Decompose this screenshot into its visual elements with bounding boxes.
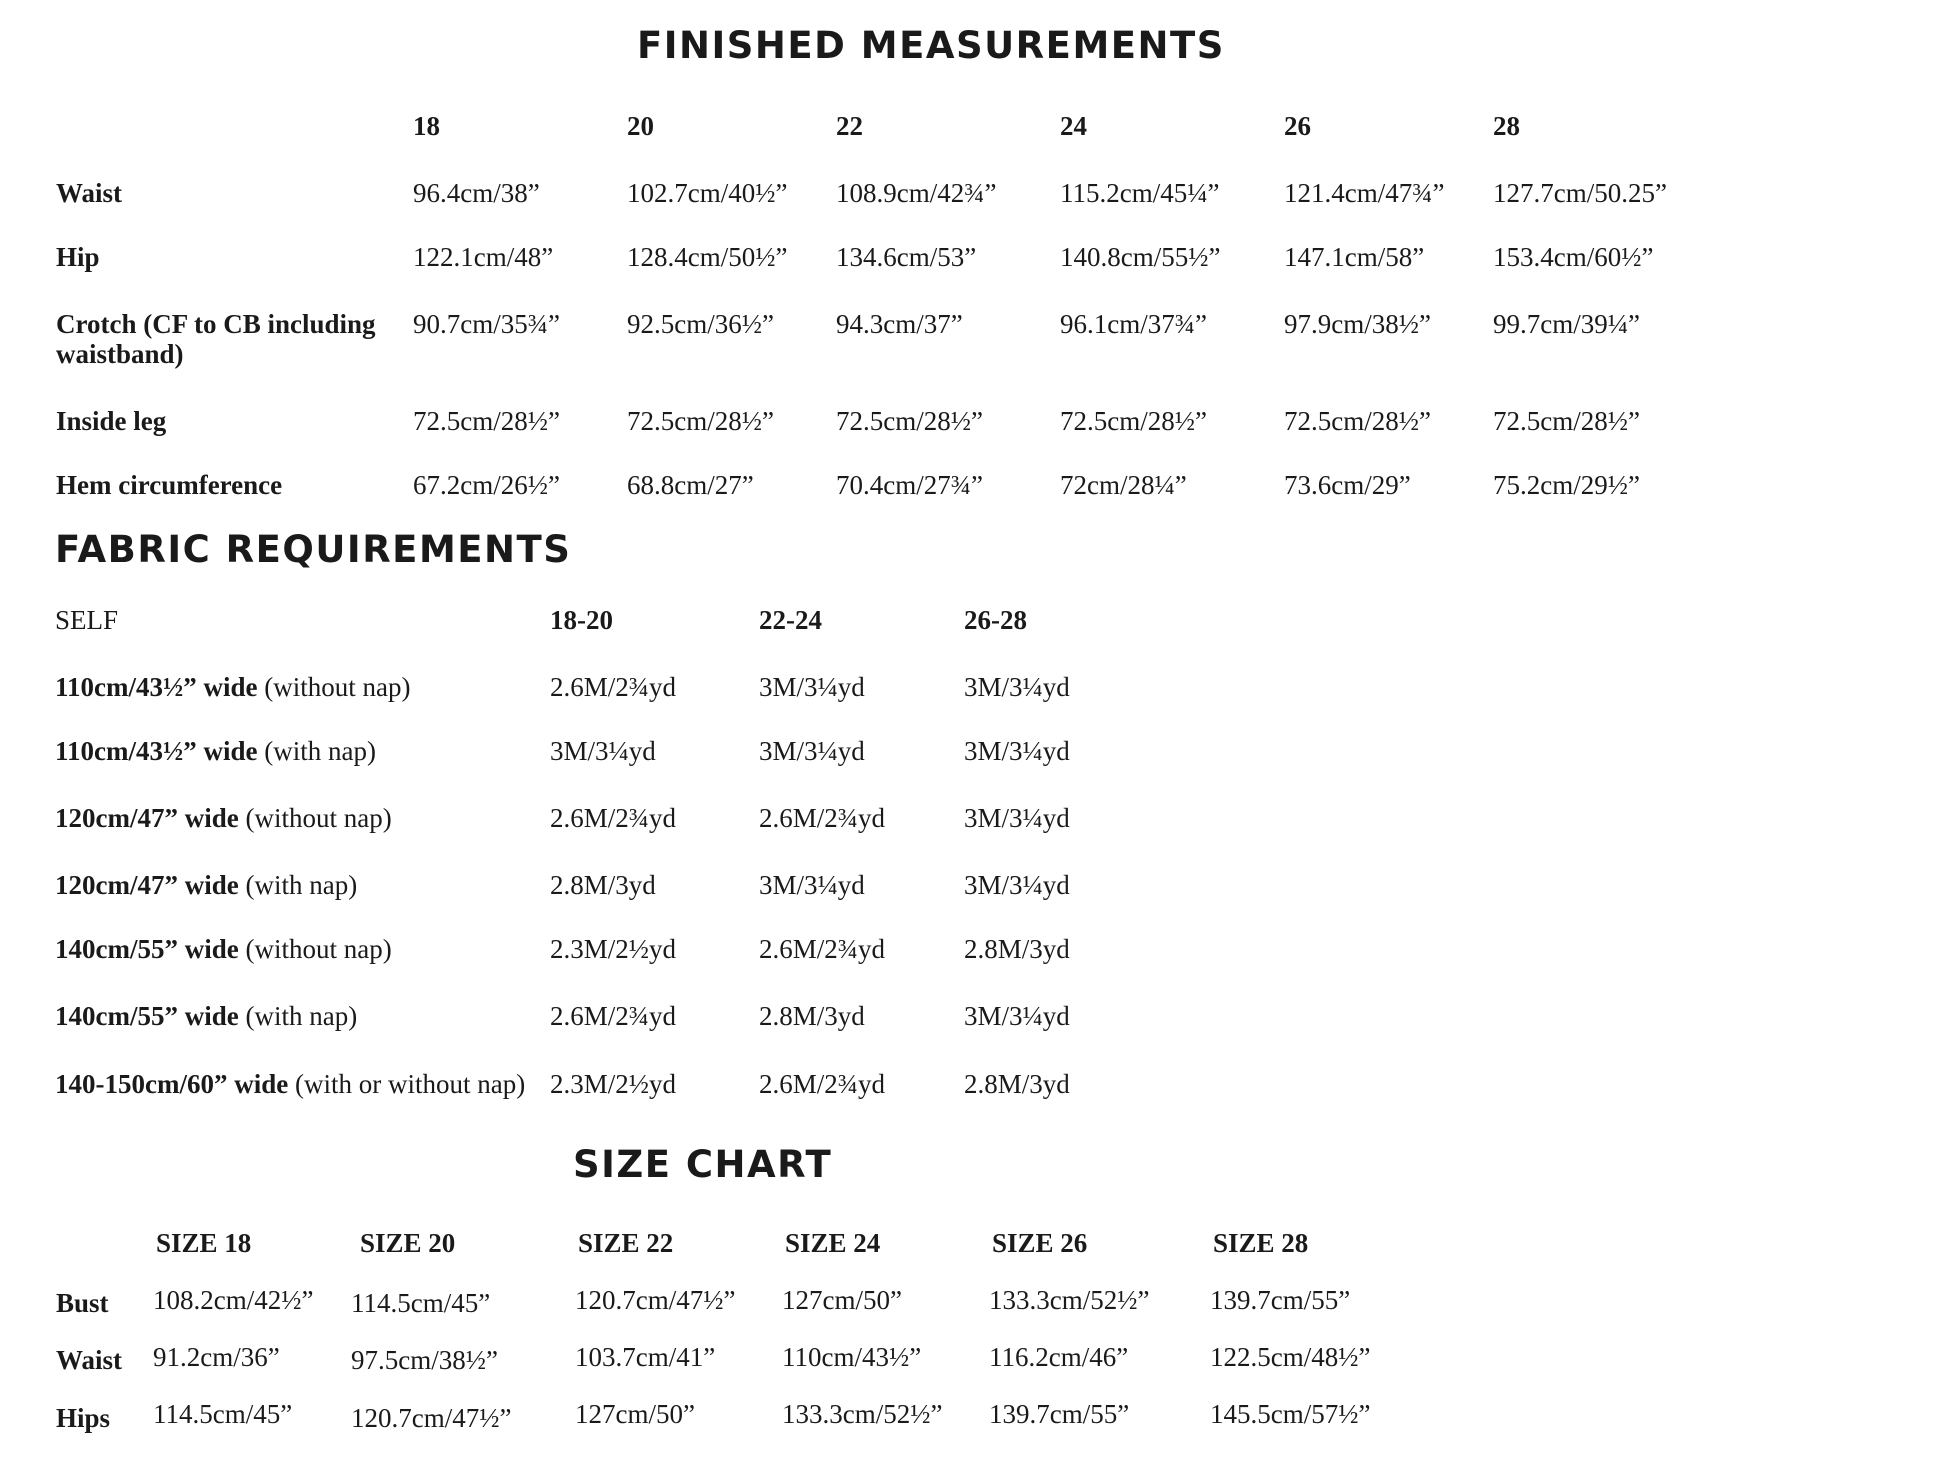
cell-value: 134.6cm/53” [836,242,977,272]
cell-value: 72.5cm/28½” [836,406,983,436]
cell-value: 3M/3¼yd [964,803,1070,833]
cell-value: 99.7cm/39¼” [1493,309,1640,339]
cell-value: 92.5cm/36½” [627,309,774,339]
nap-note: (with nap) [238,870,358,900]
size-range-header: 26-28 [964,605,1027,635]
fabric-width: 120cm/47” wide [55,803,239,833]
size-chart-heading: SIZE CHART [573,1143,833,1186]
cell-value: 2.3M/2½yd [550,1069,677,1099]
nap-note: (without nap) [238,934,392,964]
row-label: Waist [56,1345,123,1375]
cell-value: 96.4cm/38” [413,178,540,208]
cell-value: 133.3cm/52½” [782,1399,943,1429]
cell-value: 2.6M/2¾yd [759,803,886,833]
nap-note: (with nap) [238,1001,358,1031]
cell-value: 2.6M/2¾yd [759,934,886,964]
row-label: Inside leg [56,406,167,436]
cell-value: 96.1cm/37¾” [1060,309,1207,339]
row-label: Waist [56,178,123,208]
size-header: SIZE 26 [992,1228,1088,1258]
row-label: Hip [56,242,100,272]
fabric-width-label [55,1001,357,1031]
cell-value: 127.7cm/50.25” [1493,178,1667,208]
fabric-width: 120cm/47” wide [55,870,239,900]
cell-value: 72.5cm/28½” [1060,406,1207,436]
size-header: 24 [1060,111,1087,141]
cell-value: 122.5cm/48½” [1210,1342,1371,1372]
cell-value: 2.8M/3yd [550,870,656,900]
size-header: SIZE 24 [785,1228,881,1258]
fabric-width: 140cm/55” wide [55,1001,239,1031]
cell-value: 139.7cm/55” [1210,1285,1351,1315]
fabric-width: 140-150cm/60” wide [55,1069,289,1099]
cell-value: 102.7cm/40½” [627,178,788,208]
size-header: SIZE 28 [1213,1228,1309,1258]
nap-note: (with nap) [257,736,376,766]
cell-value: 2.6M/2¾yd [550,672,677,702]
nap-note: (without nap) [257,672,411,702]
cell-value: 153.4cm/60½” [1493,242,1654,272]
cell-value: 94.3cm/37” [836,309,963,339]
cell-value: 90.7cm/35¾” [413,309,560,339]
cell-value: 3M/3¼yd [550,736,656,766]
size-header: SIZE 22 [578,1228,674,1258]
cell-value: 97.9cm/38½” [1284,309,1431,339]
cell-value: 70.4cm/27¾” [836,470,983,500]
cell-value: 72cm/28¼” [1060,470,1187,500]
cell-value: 72.5cm/28½” [1284,406,1431,436]
cell-value: 2.6M/2¾yd [759,1069,886,1099]
row-label: Hem circumference [56,470,283,500]
cell-value: 2.6M/2¾yd [550,803,677,833]
cell-value: 3M/3¼yd [964,1001,1070,1031]
cell-value: 145.5cm/57½” [1210,1399,1371,1429]
size-header: SIZE 18 [156,1228,252,1258]
cell-value: 2.3M/2½yd [550,934,677,964]
size-header: 28 [1493,111,1520,141]
cell-value: 73.6cm/29” [1284,470,1411,500]
cell-value: 2.8M/3yd [964,934,1070,964]
cell-value: 139.7cm/55” [989,1399,1130,1429]
size-header: 18 [413,111,440,141]
row-label: Crotch (CF to CB including waistband) [56,309,376,369]
cell-value: 68.8cm/27” [627,470,754,500]
cell-value: 108.9cm/42¾” [836,178,997,208]
size-range-header: 22-24 [759,605,822,635]
nap-note: (with or without nap) [288,1069,526,1099]
cell-value: 97.5cm/38½” [351,1345,498,1375]
cell-value: 75.2cm/29½” [1493,470,1640,500]
size-header: SIZE 20 [360,1228,456,1258]
fabric-width: 140cm/55” wide [55,934,239,964]
size-range-header: 18-20 [550,605,613,635]
cell-value: 3M/3¼yd [759,870,865,900]
fabric-width-label [55,1069,525,1099]
row-label: Bust [56,1288,109,1318]
cell-value: 67.2cm/26½” [413,470,560,500]
cell-value: 121.4cm/47¾” [1284,178,1445,208]
cell-value: 133.3cm/52½” [989,1285,1150,1315]
cell-value: 116.2cm/46” [989,1342,1129,1372]
cell-value: 3M/3¼yd [759,736,865,766]
cell-value: 115.2cm/45¼” [1060,178,1220,208]
size-header: 20 [627,111,654,141]
cell-value: 114.5cm/45” [153,1399,293,1429]
cell-value: 110cm/43½” [782,1342,922,1372]
cell-value: 103.7cm/41” [575,1342,716,1372]
cell-value: 147.1cm/58” [1284,242,1425,272]
cell-value: 128.4cm/50½” [627,242,788,272]
fabric-width-label [55,672,410,702]
fabric-width-label [55,870,357,900]
cell-value: 3M/3¼yd [964,870,1070,900]
fabric-width-label [55,803,392,833]
cell-value: 72.5cm/28½” [1493,406,1640,436]
cell-value: 114.5cm/45” [351,1288,491,1318]
fabric-width-label [55,934,392,964]
cell-value: 120.7cm/47½” [351,1403,512,1433]
cell-value: 3M/3¼yd [964,672,1070,702]
cell-value: 140.8cm/55½” [1060,242,1221,272]
cell-value: 72.5cm/28½” [413,406,560,436]
size-header: 22 [836,111,863,141]
cell-value: 3M/3¼yd [759,672,865,702]
cell-value: 122.1cm/48” [413,242,554,272]
size-header: 26 [1284,111,1311,141]
fabric-width: 110cm/43½” wide [55,736,258,766]
cell-value: 2.8M/3yd [759,1001,865,1031]
nap-note: (without nap) [238,803,392,833]
cell-value: 108.2cm/42½” [153,1285,314,1315]
finished-measurements-heading: FINISHED MEASUREMENTS [637,24,1225,67]
cell-value: 127cm/50” [575,1399,695,1429]
cell-value: 3M/3¼yd [964,736,1070,766]
cell-value: 91.2cm/36” [153,1342,280,1372]
row-label: Hips [56,1403,111,1433]
cell-value: 2.6M/2¾yd [550,1001,677,1031]
cell-value: 120.7cm/47½” [575,1285,736,1315]
fabric-width: 110cm/43½” wide [55,672,258,702]
cell-value: 72.5cm/28½” [627,406,774,436]
fabric-requirements-heading: FABRIC REQUIREMENTS [55,528,572,571]
cell-value: 2.8M/3yd [964,1069,1070,1099]
cell-value: 127cm/50” [782,1285,902,1315]
fabric-width-label [55,736,376,766]
fabric-type-header: SELF [55,605,119,635]
